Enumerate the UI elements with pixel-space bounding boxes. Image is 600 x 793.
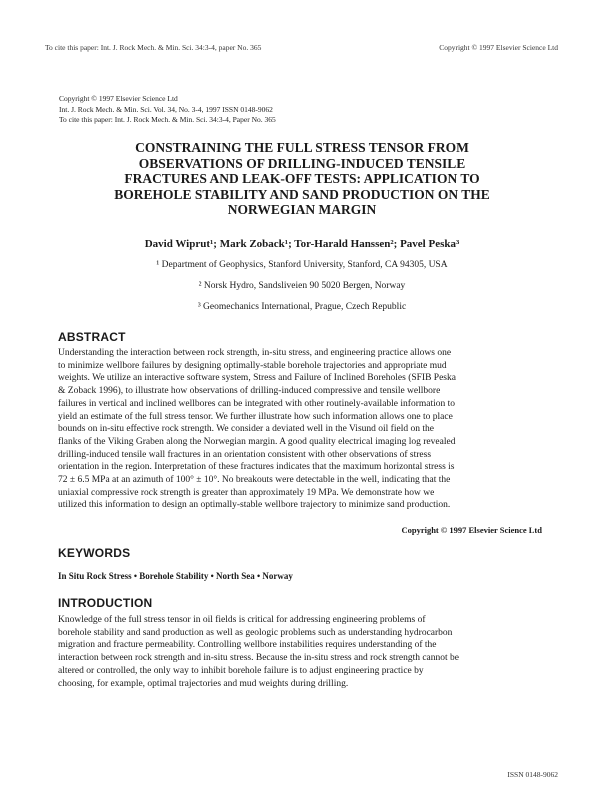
affiliation-2: ² Norsk Hydro, Sandsliveien 90 5020 Bergen, Norway: [198, 281, 406, 291]
abstract-body: [58, 347, 548, 512]
paper-title: [60, 140, 544, 218]
meta-journal: Int. J. Rock Mech. & Min. Sci. Vol. 34, No. 3-4, 1997 ISSN 0148-9062: [59, 104, 273, 114]
abstract-line: Understanding the interaction between rock strength, in-situ stress, and engineering practice allows one: [58, 348, 452, 358]
intro-line: Knowledge of the full stress tensor in oil fields is critical for addressing engineering problems of: [58, 615, 426, 625]
abstract-line: bounds on in-situ effective rock strength. We consider a deviated well in the Visund oil field on the: [58, 424, 434, 435]
running-header-left: To cite this paper: Int. J. Rock Mech. & Min. Sci. 34:3-4, paper No. 365: [45, 43, 262, 52]
abstract-line: failures in vertical and inclined wellbores can be integrated with other routinely-available information to: [58, 398, 456, 409]
keywords-heading: KEYWORDS: [58, 546, 131, 560]
abstract-line: flanks of the Viking Graben along the Norwegian margin. A good quality electrical imaging log revealed: [58, 436, 456, 447]
affiliation-1: ¹ Department of Geophysics, Stanford University, Stanford, CA 94305, USA: [156, 260, 448, 270]
publication-meta: [59, 94, 276, 126]
meta-citation: To cite this paper: Int. J. Rock Mech. & Min. Sci. 34:3-4, Paper No. 365: [59, 115, 276, 124]
abstract-line: weights. We utilize an interactive software system, Stress and Failure of Inclined Boreholes (SFIB Peska: [58, 373, 456, 384]
title-line: OBSERVATIONS OF DRILLING-INDUCED TENSILE: [138, 155, 466, 171]
author-list: David Wiprut¹; Mark Zoback¹; Tor-Harald Hanssen²; Pavel Peska³: [144, 238, 460, 250]
title-line: BOREHOLE STABILITY AND SAND PRODUCTION ON THE: [114, 186, 490, 202]
abstract-line: yield an estimate of the full stress tensor. We further illustrate how such information allows one to place: [58, 411, 453, 422]
intro-line: altered or controlled, the only way to inhibit borehole failure is to adjust engineering practice by: [58, 665, 424, 676]
abstract-copyright: Copyright © 1997 Elsevier Science Ltd: [401, 525, 542, 535]
abstract-line: & Zoback 1996), to illustrate how observations of drilling-induced compressive and tensile wellbore: [58, 386, 441, 397]
intro-line: interaction between rock strength and in-situ stress. Because the in-situ stress and rock strength cannot be: [58, 653, 459, 664]
abstract-line: utilized this information to design an optimally-stable wellbore trajectory to minimize sand production.: [58, 500, 451, 511]
abstract-line: 72 ± 6.5 MPa at an azimuth of 100° ± 10°. No breakouts were detectable in the well, indicating that the: [58, 475, 451, 486]
affiliation-3: ³ Geomechanics International, Prague, Czech Republic: [197, 302, 407, 312]
title-line: FRACTURES AND LEAK-OFF TESTS: APPLICATION TO: [124, 171, 480, 186]
intro-line: borehole stability and sand production as well as geologic problems such as understanding hydrocarbon: [58, 627, 453, 638]
introduction-body: [58, 614, 548, 690]
title-line: CONSTRAINING THE FULL STRESS TENSOR FROM: [135, 140, 469, 155]
introduction-heading: INTRODUCTION: [58, 596, 153, 610]
running-header-right: Copyright © 1997 Elsevier Science Ltd: [439, 43, 558, 52]
title-line: NORWEGIAN MARGIN: [227, 202, 377, 217]
abstract-line: to minimize wellbore failures by designing optimally-stable borehole trajectories and appropriate mud: [58, 360, 447, 371]
intro-line: choosing, for example, optimal trajectories and mud weights during drilling.: [58, 678, 349, 689]
abstract-heading: ABSTRACT: [58, 330, 126, 344]
abstract-line: orientation in the region. Interpretation of these fractures indicates that the maximum horizontal stress is: [58, 462, 455, 473]
abstract-line: uniaxial compressive rock strength is greater than approximately 19 MPa. We demonstrate how we: [58, 487, 435, 498]
abstract-line: drilling-induced tensile wall fractures in an orientation consistent with other observations of stress: [58, 449, 432, 460]
meta-copyright: Copyright © 1997 Elsevier Science Ltd: [59, 94, 178, 103]
intro-line: migration and fracture permeability. Controlling wellbore instabilities requires understanding of the: [58, 640, 437, 651]
issn-footer: ISSN 0148-9062: [507, 770, 558, 779]
keywords-list: In Situ Rock Stress • Borehole Stability • North Sea • Norway: [58, 571, 293, 581]
